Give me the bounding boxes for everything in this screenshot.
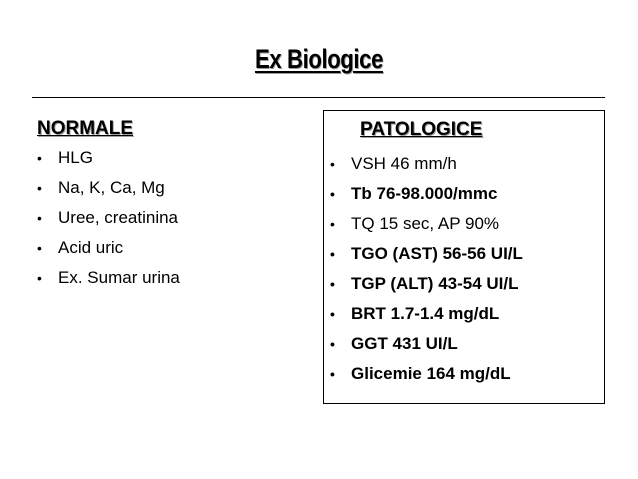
bullet-icon: • bbox=[37, 210, 42, 226]
bullet-icon: • bbox=[330, 336, 335, 352]
list-item-text: VSH 46 mm/h bbox=[351, 154, 457, 173]
list-item-text: Glicemie 164 mg/dL bbox=[351, 364, 511, 383]
list-item bbox=[330, 299, 523, 329]
bullet-icon: • bbox=[37, 180, 42, 196]
list-item-text: TQ 15 sec, AP 90% bbox=[351, 214, 500, 233]
list-item bbox=[37, 203, 297, 233]
bullet-icon: • bbox=[330, 156, 335, 172]
bullet-icon: • bbox=[330, 276, 335, 292]
bullet-icon: • bbox=[37, 270, 42, 286]
list-item-text: Tb 76-98.000/mmc bbox=[351, 184, 498, 203]
list-item-text: GGT 431 UI/L bbox=[351, 334, 458, 353]
slide-title: Ex Biologice bbox=[255, 44, 383, 74]
normale-list bbox=[37, 143, 297, 293]
list-item-text: Ex. Sumar urina bbox=[58, 268, 180, 287]
list-item bbox=[37, 143, 297, 173]
normale-heading: NORMALE bbox=[37, 118, 134, 139]
list-item bbox=[37, 233, 297, 263]
patologice-heading: PATOLOGICE bbox=[360, 119, 483, 140]
patologice-box bbox=[323, 110, 605, 404]
patologice-list bbox=[330, 149, 523, 389]
list-item bbox=[330, 239, 523, 269]
title-divider bbox=[32, 97, 605, 98]
list-item bbox=[330, 179, 523, 209]
bullet-icon: • bbox=[330, 306, 335, 322]
list-item-text: Na, K, Ca, Mg bbox=[58, 178, 165, 197]
bullet-icon: • bbox=[330, 366, 335, 382]
normale-column bbox=[37, 117, 297, 293]
list-item bbox=[37, 173, 297, 203]
list-item-text: Uree, creatinina bbox=[58, 208, 179, 227]
list-item-text: HLG bbox=[58, 148, 93, 167]
list-item-text: TGP (ALT) 43-54 UI/L bbox=[351, 274, 519, 293]
list-item bbox=[37, 263, 297, 293]
list-item bbox=[330, 209, 523, 239]
list-item-text: BRT 1.7-1.4 mg/dL bbox=[351, 304, 500, 323]
bullet-icon: • bbox=[330, 216, 335, 232]
list-item bbox=[330, 329, 523, 359]
bullet-icon: • bbox=[330, 246, 335, 262]
bullet-icon: • bbox=[37, 150, 42, 166]
list-item-text: TGO (AST) 56-56 UI/L bbox=[351, 244, 523, 263]
list-item bbox=[330, 359, 523, 389]
bullet-icon: • bbox=[37, 240, 42, 256]
list-item-text: Acid uric bbox=[58, 238, 124, 257]
bullet-icon: • bbox=[330, 186, 335, 202]
list-item bbox=[330, 269, 523, 299]
list-item bbox=[330, 149, 523, 179]
